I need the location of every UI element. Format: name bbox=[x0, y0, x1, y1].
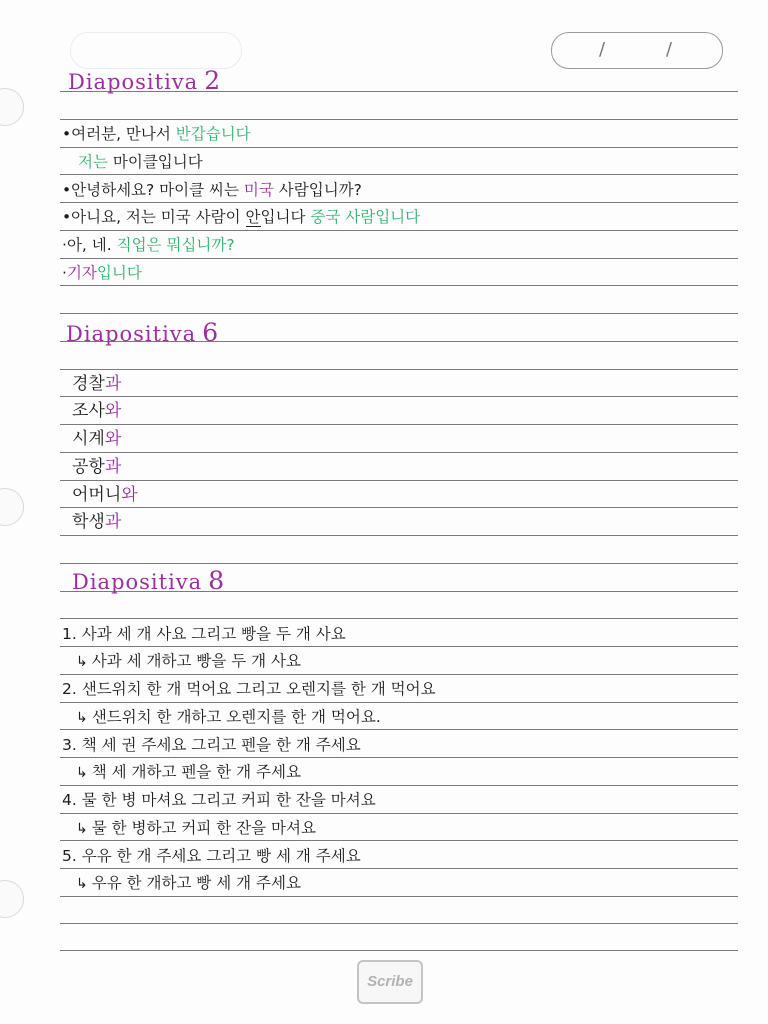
particle-purple: 와 bbox=[104, 401, 122, 421]
answer-line bbox=[62, 651, 301, 672]
ruled-line bbox=[60, 202, 738, 203]
ruled-line bbox=[60, 785, 738, 786]
ruled-line bbox=[60, 396, 738, 397]
dialogue-line bbox=[62, 180, 362, 200]
bullet: · bbox=[62, 264, 67, 282]
heading-word: Diapositiva bbox=[66, 322, 197, 346]
word-pair bbox=[72, 512, 121, 532]
ruled-line bbox=[60, 369, 738, 370]
noun: 경찰 bbox=[72, 374, 105, 394]
line-text: 2. 샌드위치 한 개 먹어요 그리고 오렌지를 한 개 먹어요 bbox=[62, 680, 436, 698]
ruled-line bbox=[60, 757, 738, 758]
answer-line bbox=[62, 873, 301, 894]
ruled-line bbox=[60, 563, 738, 564]
section-heading-8 bbox=[72, 566, 225, 595]
particle-purple: 과 bbox=[104, 374, 122, 394]
line-text: 4. 물 한 병 마셔요 그리고 커피 한 잔을 마셔요 bbox=[62, 791, 376, 809]
particle-purple: 와 bbox=[121, 485, 138, 505]
ruled-line bbox=[60, 868, 738, 869]
dialogue-line bbox=[62, 207, 420, 227]
heading-number: 2 bbox=[204, 66, 222, 95]
answer-line bbox=[62, 762, 301, 783]
particle-purple: 와 bbox=[104, 429, 122, 449]
section-heading-6 bbox=[66, 318, 219, 347]
line-text-green: 입니다 bbox=[96, 264, 142, 282]
exercise-line bbox=[62, 624, 346, 644]
line-text: 샌드위치 한 개하고 오렌지를 한 개 먹어요. bbox=[91, 708, 381, 726]
ruled-line bbox=[60, 424, 738, 425]
noun: 조사 bbox=[72, 401, 105, 421]
line-text: 안녕하세요? 마이클 씨는 bbox=[71, 181, 244, 199]
exercise-line bbox=[62, 846, 361, 866]
word-pair bbox=[72, 429, 121, 449]
particle-purple: 과 bbox=[104, 512, 122, 532]
line-text: 3. 책 세 권 주세요 그리고 펜을 한 개 주세요 bbox=[62, 736, 361, 754]
line-text-green: 저는 bbox=[78, 153, 108, 171]
line-text-green: 직업은 뭐십니까? bbox=[116, 236, 235, 254]
punch-hole bbox=[0, 880, 24, 918]
ruled-line bbox=[60, 702, 738, 703]
noun: 학생 bbox=[72, 512, 105, 532]
ruled-line bbox=[60, 950, 738, 951]
word-pair bbox=[72, 485, 138, 505]
return-arrow-icon: ↳ bbox=[76, 876, 88, 892]
line-text-purple: 기자 bbox=[66, 264, 97, 282]
ruled-line bbox=[60, 674, 738, 675]
ruled-line bbox=[60, 618, 738, 619]
ruled-line bbox=[60, 535, 738, 536]
ruled-line bbox=[60, 174, 738, 175]
exercise-line bbox=[62, 679, 436, 699]
line-text-green: 반갑습니다 bbox=[175, 125, 251, 143]
section-heading-2 bbox=[68, 66, 221, 95]
noun: 어머니 bbox=[72, 485, 122, 505]
line-text: 물 한 병하고 커피 한 잔을 마셔요 bbox=[91, 819, 316, 837]
word-pair bbox=[72, 457, 121, 477]
return-arrow-icon: ↳ bbox=[76, 710, 88, 726]
exercise-line bbox=[62, 735, 361, 755]
bullet: • bbox=[62, 181, 72, 199]
scribe-logo: Scribe bbox=[357, 960, 423, 1004]
line-text: 1. 사과 세 개 사요 그리고 빵을 두 개 사요 bbox=[62, 625, 346, 643]
ruled-line bbox=[60, 813, 738, 814]
ruled-line bbox=[60, 230, 738, 231]
dialogue-line bbox=[62, 124, 251, 144]
return-arrow-icon: ↳ bbox=[76, 821, 88, 837]
date-field bbox=[551, 32, 723, 69]
noun: 시계 bbox=[72, 429, 105, 449]
line-text: 마이클입니다 bbox=[107, 153, 203, 171]
line-text: 사람입니까? bbox=[273, 181, 362, 199]
ruled-line bbox=[60, 840, 738, 841]
line-text: 아, 네. bbox=[66, 236, 117, 254]
ruled-line bbox=[60, 147, 738, 148]
ruled-line bbox=[60, 313, 738, 314]
line-text: 아니요, 저는 미국 사람이 bbox=[71, 208, 246, 226]
date-slash: / bbox=[666, 39, 673, 60]
line-text: 우유 한 개하고 빵 세 개 주세요 bbox=[91, 874, 301, 892]
noun: 공항 bbox=[72, 457, 105, 477]
dialogue-line bbox=[62, 263, 142, 283]
ruled-line bbox=[60, 119, 738, 120]
answer-line bbox=[62, 707, 381, 728]
particle-purple: 과 bbox=[104, 457, 122, 477]
word-pair bbox=[72, 374, 121, 394]
return-arrow-icon: ↳ bbox=[76, 654, 88, 670]
ruled-line bbox=[60, 258, 738, 259]
bullet: • bbox=[62, 208, 72, 226]
line-text-underlined: 안 bbox=[245, 208, 261, 226]
ruled-line bbox=[60, 452, 738, 453]
line-text: 입니다 bbox=[260, 208, 311, 226]
line-text: 사과 세 개하고 빵을 두 개 사요 bbox=[91, 652, 301, 670]
ruled-line bbox=[60, 896, 738, 897]
return-arrow-icon: ↳ bbox=[76, 765, 88, 781]
dialogue-line bbox=[78, 152, 203, 172]
ruled-line bbox=[60, 729, 738, 730]
exercise-line bbox=[62, 790, 376, 810]
answer-line bbox=[62, 818, 316, 839]
heading-number: 6 bbox=[202, 318, 220, 347]
ruled-line bbox=[60, 923, 738, 924]
bullet: · bbox=[62, 236, 67, 254]
date-slash: / bbox=[599, 39, 606, 60]
line-text: 책 세 개하고 펜을 한 개 주세요 bbox=[91, 763, 301, 781]
word-pair bbox=[72, 401, 121, 421]
faded-header-pill bbox=[70, 32, 242, 69]
ruled-line bbox=[60, 507, 738, 508]
ruled-line bbox=[60, 285, 738, 286]
ruled-line bbox=[60, 480, 738, 481]
heading-word: Diapositiva bbox=[72, 570, 203, 594]
punch-hole bbox=[0, 88, 24, 126]
line-text: 여러분, 만나서 bbox=[71, 125, 176, 143]
bullet: • bbox=[62, 125, 72, 143]
heading-number: 8 bbox=[208, 566, 226, 595]
punch-hole bbox=[0, 488, 24, 526]
heading-word: Diapositiva bbox=[68, 70, 199, 94]
line-text: 5. 우유 한 개 주세요 그리고 빵 세 개 주세요 bbox=[62, 847, 361, 865]
line-text-purple: 미국 bbox=[243, 181, 274, 199]
dialogue-line bbox=[62, 235, 235, 255]
ruled-line bbox=[60, 646, 738, 647]
line-text-green: 중국 사람입니다 bbox=[310, 208, 421, 226]
